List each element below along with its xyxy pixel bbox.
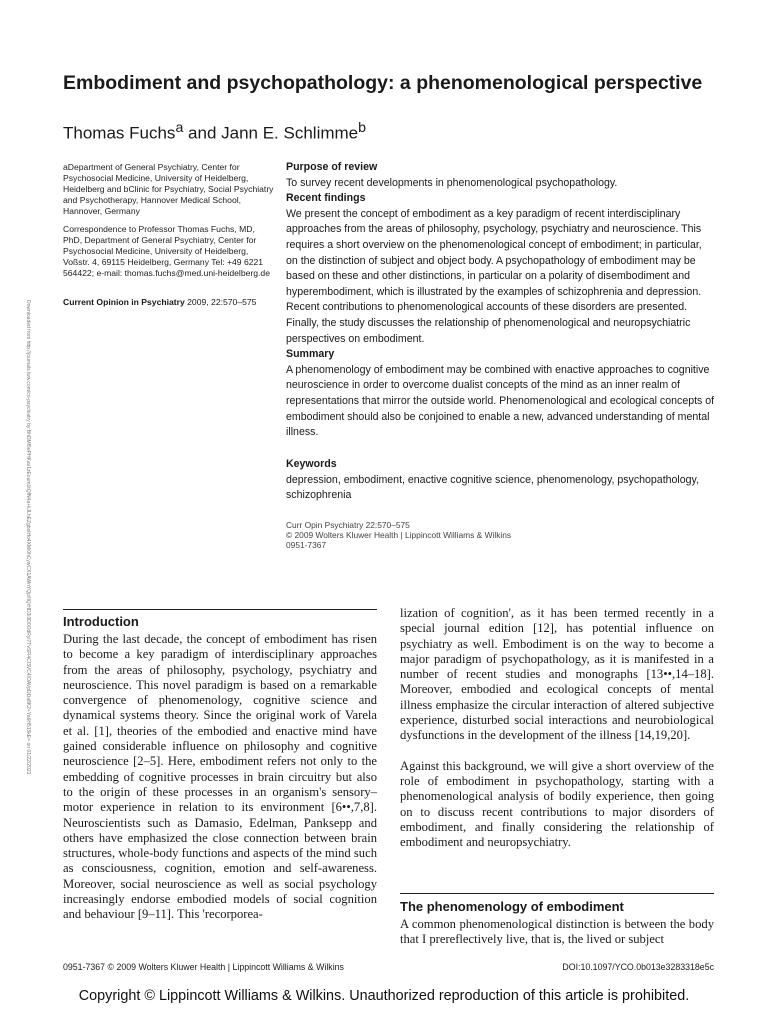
body-paragraph: lization of cognition', as it has been termed recently in a special journal edition [12], has potential influence on psychiatry as well. Embodiment is on the way to become a major paradigm of psychopathology, as it is manifested in a number of recent studies and monographs [13••,14–18]. Moreover, embodied and ecological concepts of mental illness emphasize the circular interaction of altered subjective experience, disturbed social interactions and neurobiological dysfunctions in the development of the illness [14,19,20]. bbox=[400, 606, 714, 743]
section-heading: The phenomenology of embodiment bbox=[400, 899, 624, 914]
body-paragraph: Against this background, we will give a short overview of the role of embodiment in psychopathology, starting with a phenomenological analysis of bodily experience, then going on to discuss recent contributions to major disorders of embodiment, and finally considering the relationship of embodiment and neuropsychiatry. bbox=[400, 758, 714, 850]
abstract-summary-text: A phenomenology of embodiment may be combined with enactive approaches to cognitive neuroscience in order to overcome dualist concepts of the mind as an inner realm of representations that mirror the outside world. Phenomenological and ecological concepts of embodiment should also be conjoined to enable a new, advanced understanding of mental illness. bbox=[286, 363, 715, 439]
author-affiliation-mark: a bbox=[175, 120, 184, 136]
keywords-block bbox=[286, 457, 716, 504]
correspondence-note: Correspondence to Professor Thomas Fuchs, MD, PhD, Department of General Psychiatry, Center for Psychosocial Medicine, University of Heidelberg, Voßstr. 4, 69115 Heidelberg, Germany Tel: +49 6221 564422; e-mail: thomas.fuchs@med.uni-heidelberg.de bbox=[63, 224, 270, 278]
abstract-purpose-text: To survey recent developments in phenomenological psychopathology. bbox=[286, 176, 618, 189]
body-column-left bbox=[63, 614, 377, 923]
introduction-paragraph: During the last decade, the concept of embodiment has risen to become a key paradigm of interdisciplinary approaches from the areas of philosophy, psychology, psychiatry and neuroscience. This novel paradigm is based on a remarkable convergence of phenomenology, cognitive science and dynamical systems theory. Since the original work of Varela et al. [1], theories of the embodied and enactive mind have gained considerable influence on philosophy and cognitive neuroscience [2–5]. Here, embodiment refers not only to the embedding of cognitive processes in brain circuitry but also to the origin of these processes in an organism's sensory–motor experience in relation to its environment [6••,7,8]. Neuroscientists such as Damasio, Edelman, Panksepp and others have emphasized the close connection between brain structures, whole-body functions and aspects of the mind such as consciousness, cognition, emotion and self-awareness. Moreover, social neuroscience as well as social psychology increasingly endorse embodied models of social cognition and behaviour [9–11]. This 'recorporea- bbox=[63, 632, 377, 922]
citation-journal: Current Opinion in Psychiatry bbox=[63, 297, 185, 307]
abstract-purpose-heading: Purpose of review bbox=[286, 161, 378, 173]
author-list bbox=[63, 118, 703, 144]
abstract bbox=[286, 160, 716, 441]
section-rule bbox=[400, 893, 714, 894]
intro-rule bbox=[63, 609, 377, 610]
footer-publisher: 0951-7367 © 2009 Wolters Kluwer Health | Lippincott Williams & Wilkins bbox=[63, 962, 344, 972]
journal-meta-line: © 2009 Wolters Kluwer Health | Lippincott Williams & Wilkins bbox=[286, 530, 512, 540]
abstract-summary-heading: Summary bbox=[286, 348, 335, 361]
affiliation-note: aDepartment of General Psychiatry, Center for Psychosocial Medicine, University of Heidelberg, Heidelberg and bClinic for Psychiatry, Social Psychiatry and Psychotherapy, Hannover Medical School, Hannover, Germany bbox=[63, 162, 274, 216]
journal-meta bbox=[286, 520, 586, 550]
journal-meta-line: 0951-7367 bbox=[286, 540, 327, 550]
introduction-heading: Introduction bbox=[63, 614, 139, 629]
journal-meta-line: Curr Opin Psychiatry 22:570–575 bbox=[286, 520, 410, 530]
footer-doi: DOI:10.1097/YCO.0b013e3283318e5c bbox=[562, 962, 714, 972]
download-watermark bbox=[22, 300, 32, 820]
author-joiner: and bbox=[183, 123, 222, 143]
abstract-findings-text: We present the concept of embodiment as a key paradigm of recent interdisciplinary approaches from the areas of philosophy, psychology, psychiatry and neuroscience. This requires a short overview on the phenomenological concept of embodiment; in particular, on the distinction of subject and object body. A psychopathology of embodiment may be based on these and other distinctions, in particular on a polarity of disembodiment and hyperembodiment, which is illustrated by the examples of schizophrenia and depression. Recent contributions to phenomenological accounts of these disorders are presented. Finally, the study discusses the relationship of phenomenological and neuropsychiatric perspectives on embodiment. bbox=[286, 207, 702, 345]
author-name: Jann E. Schlimme bbox=[221, 123, 359, 143]
author-affiliation-mark: b bbox=[358, 120, 366, 136]
section-paragraph: A common phenomenological distinction is between the body that I prereflectively live, that is, the lived or subject bbox=[400, 917, 714, 947]
article-title: Embodiment and psychopathology: a phenomenological perspective bbox=[63, 72, 703, 94]
author-name: Thomas Fuchs bbox=[63, 123, 176, 143]
keywords-heading: Keywords bbox=[286, 458, 337, 470]
section-phenomenology bbox=[400, 899, 714, 948]
journal-citation bbox=[63, 297, 283, 308]
abstract-findings-heading: Recent findings bbox=[286, 192, 366, 205]
citation-detail: 2009, 22:570–575 bbox=[184, 297, 257, 307]
copyright-notice: Copyright © Lippincott Williams & Wilkins. Unauthorized reproduction of this article is prohibited. bbox=[78, 988, 690, 1004]
keywords-text: depression, embodiment, enactive cognitive science, phenomenology, psychopathology, schizophrenia bbox=[286, 473, 700, 502]
body-column-right bbox=[400, 606, 714, 850]
download-watermark-text: Downloaded from http://journals.lww.com/co-psychiatry by BhDMf5ePHKav1zEoum1tQfN4a+kJLhEZgbsIHo4XMi0hCywCX1AWnYQp/IlQrHD3i3D0OdRyi7TvSFl4Cf3VC4/OAVpDDa8K2+Ya6H515kE= on 01/22/2021 bbox=[25, 300, 31, 775]
